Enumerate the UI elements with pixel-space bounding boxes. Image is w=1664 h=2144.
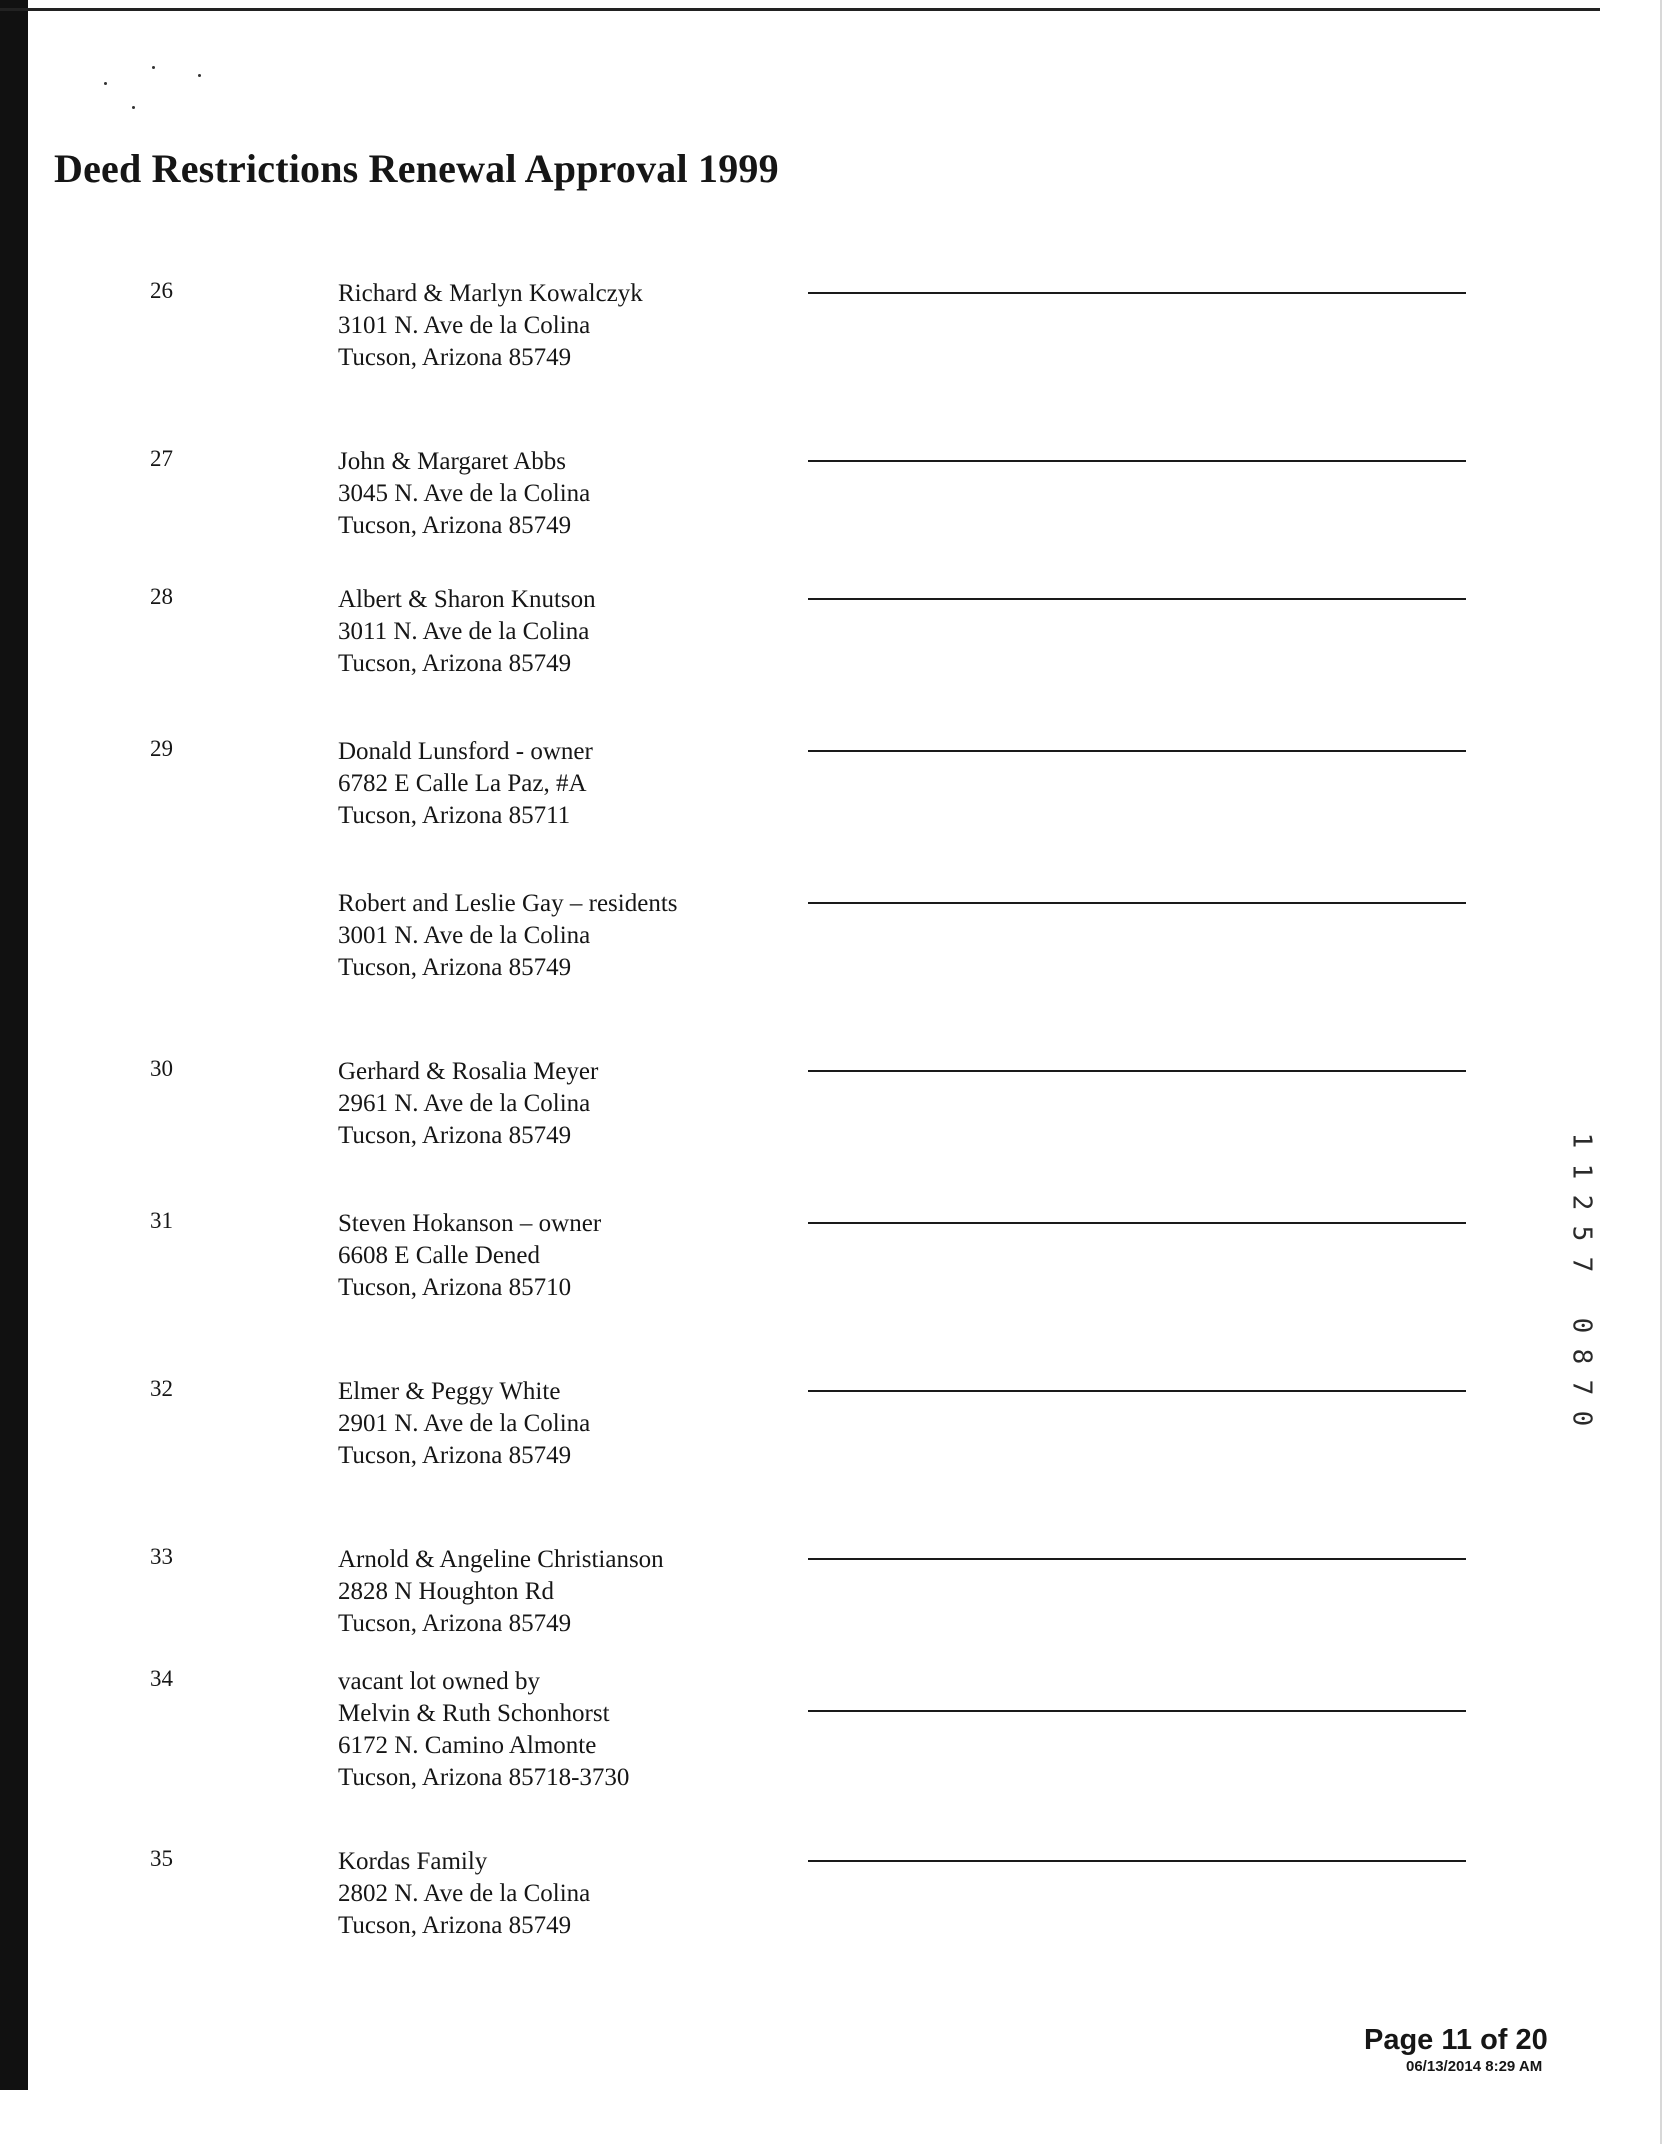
signature-line — [808, 292, 1466, 294]
entry-line: Tucson, Arizona 85710 — [338, 1274, 572, 1301]
entry-line: Tucson, Arizona 85749 — [338, 954, 572, 981]
entry-number: 28 — [150, 584, 173, 609]
signature-line — [808, 1070, 1466, 1072]
stamp-digit: 1 — [1566, 1163, 1597, 1180]
page-number: Page 11 of 20 — [1364, 2024, 1548, 2056]
entry-number: 31 — [150, 1208, 173, 1233]
entry-number: 35 — [150, 1846, 173, 1871]
entry-address — [338, 1376, 590, 1472]
entry-address — [338, 1056, 598, 1152]
entry-line: 6172 N. Camino Almonte — [338, 1732, 597, 1759]
signature-line — [808, 1860, 1466, 1862]
entry-line: Tucson, Arizona 85749 — [338, 344, 572, 371]
signature-line — [808, 1390, 1466, 1392]
entry-number: 34 — [150, 1666, 173, 1691]
signature-line — [808, 1710, 1466, 1712]
stamp-digit: 1 — [1566, 1132, 1597, 1149]
stamp-bottom-digits — [1566, 1310, 1596, 1434]
entry-line: Tucson, Arizona 85749 — [338, 1442, 572, 1469]
entry-line: Donald Lunsford - owner — [338, 738, 593, 765]
entry-line: Melvin & Ruth Schonhorst — [338, 1700, 610, 1727]
entry-line: Steven Hokanson – owner — [338, 1210, 602, 1237]
entry-address — [338, 1846, 590, 1942]
entry-line: Tucson, Arizona 85718-3730 — [338, 1764, 630, 1791]
entry-line: John & Margaret Abbs — [338, 448, 566, 475]
entry-line: Tucson, Arizona 85749 — [338, 1610, 572, 1637]
entry-number: 30 — [150, 1056, 173, 1081]
entry-line: Elmer & Peggy White — [338, 1378, 561, 1405]
entry-line: Arnold & Angeline Christianson — [338, 1546, 664, 1573]
entry-line: Tucson, Arizona 85711 — [338, 802, 571, 829]
stamp-digit: 5 — [1566, 1225, 1597, 1242]
entry-line: Tucson, Arizona 85749 — [338, 1122, 572, 1149]
entry-line: Robert and Leslie Gay – residents — [338, 890, 678, 917]
entry-line: Kordas Family — [338, 1848, 488, 1875]
entry-line: 2961 N. Ave de la Colina — [338, 1090, 591, 1117]
entry-number: 26 — [150, 278, 173, 303]
print-timestamp: 06/13/2014 8:29 AM — [1406, 2058, 1543, 2075]
entry-line: Tucson, Arizona 85749 — [338, 650, 572, 677]
entry-number: 29 — [150, 736, 173, 761]
entry-address — [338, 1544, 664, 1640]
stamp-digit: 0 — [1566, 1410, 1597, 1427]
scan-right-edge — [1660, 0, 1662, 2144]
entry-number: 33 — [150, 1544, 173, 1569]
page-title: Deed Restrictions Renewal Approval 1999 — [54, 145, 779, 191]
entry-number: 27 — [150, 446, 173, 471]
entry-number: 32 — [150, 1376, 173, 1401]
entry-address — [338, 888, 678, 984]
signature-line — [808, 460, 1466, 462]
entry-line: 2901 N. Ave de la Colina — [338, 1410, 591, 1437]
entry-line: 3001 N. Ave de la Colina — [338, 922, 591, 949]
entry-line: vacant lot owned by — [338, 1668, 541, 1695]
entry-line: 3045 N. Ave de la Colina — [338, 480, 591, 507]
stamp-top-digits — [1566, 1125, 1596, 1280]
signature-line — [808, 1558, 1466, 1560]
entry-line: 3101 N. Ave de la Colina — [338, 312, 591, 339]
stamp-digit: 8 — [1566, 1348, 1597, 1365]
stamp-digit: 0 — [1566, 1317, 1597, 1334]
entry-line: 2828 N Houghton Rd — [338, 1578, 554, 1605]
recording-stamp — [1566, 1125, 1596, 1434]
stamp-digit: 7 — [1566, 1379, 1597, 1396]
scan-top-line — [0, 8, 1600, 11]
scan-edge-bar — [0, 0, 28, 2090]
entry-address — [338, 278, 643, 374]
entry-line: Tucson, Arizona 85749 — [338, 1912, 572, 1939]
entry-address — [338, 584, 596, 680]
stamp-digit: 7 — [1566, 1256, 1597, 1273]
signature-line — [808, 902, 1466, 904]
entry-address — [338, 446, 590, 542]
signature-line — [808, 598, 1466, 600]
scan-specks — [100, 62, 220, 112]
entry-line: 6608 E Calle Dened — [338, 1242, 541, 1269]
entry-address — [338, 1666, 629, 1794]
entry-address — [338, 736, 593, 832]
entry-line: Gerhard & Rosalia Meyer — [338, 1058, 599, 1085]
signature-line — [808, 750, 1466, 752]
stamp-digit: 2 — [1566, 1194, 1597, 1211]
entry-line: Tucson, Arizona 85749 — [338, 512, 572, 539]
entry-line: Albert & Sharon Knutson — [338, 586, 596, 613]
entry-line: Richard & Marlyn Kowalczyk — [338, 280, 643, 307]
entry-line: 6782 E Calle La Paz, #A — [338, 770, 587, 797]
entry-line: 2802 N. Ave de la Colina — [338, 1880, 591, 1907]
entry-address — [338, 1208, 601, 1304]
entry-line: 3011 N. Ave de la Colina — [338, 618, 590, 645]
signature-line — [808, 1222, 1466, 1224]
